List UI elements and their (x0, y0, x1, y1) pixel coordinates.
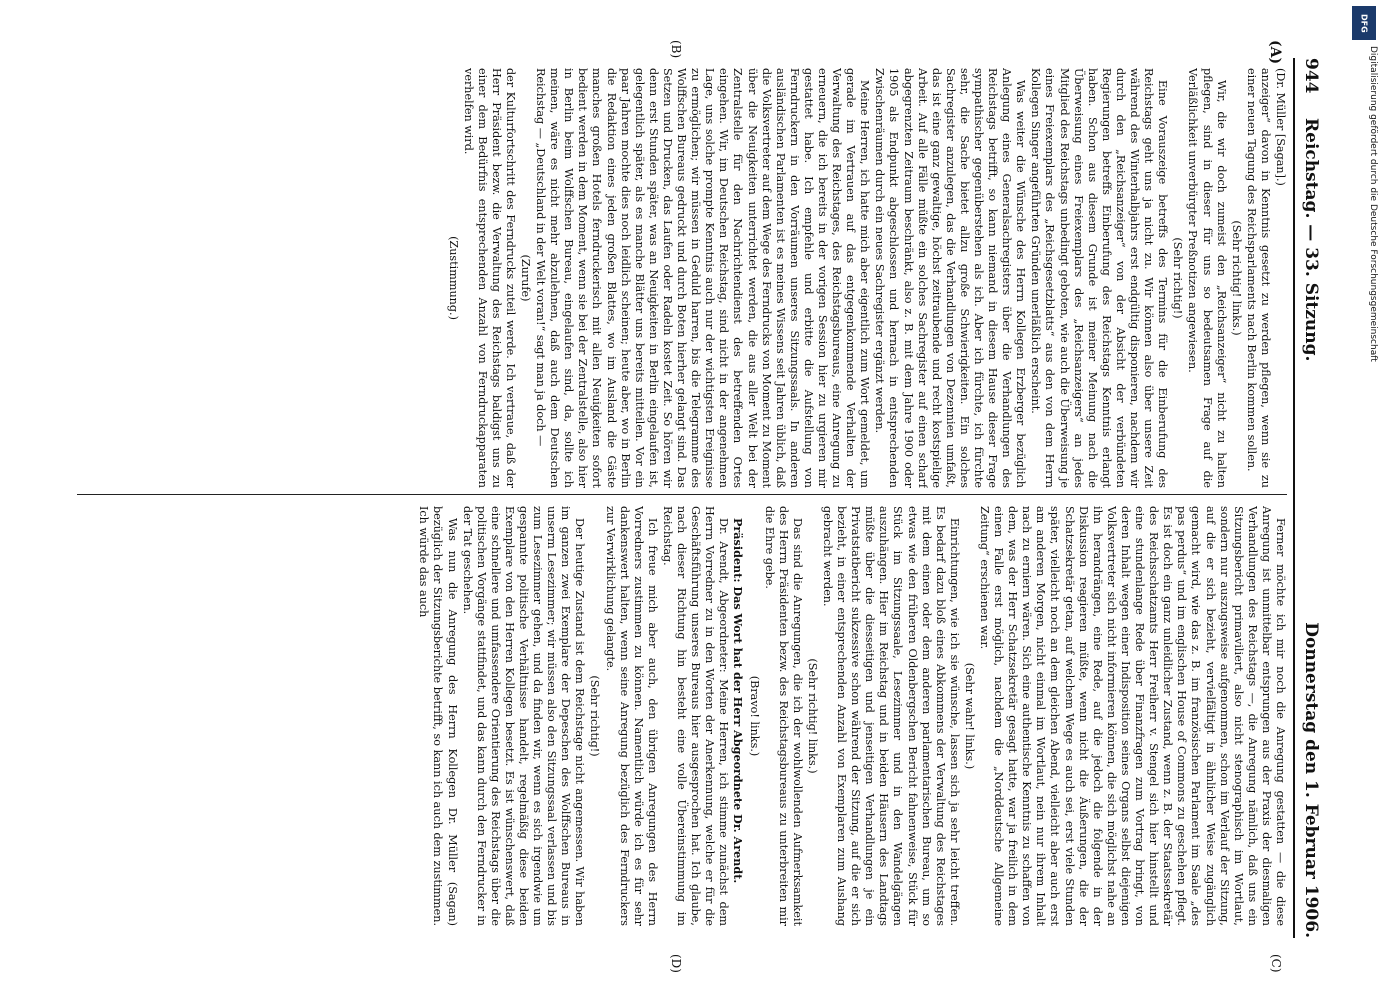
interjection: (Zurufe) (519, 254, 533, 302)
paragraph: der Kulturfortschritt des Ferndrucks zuteil werde. Ich vertraue, daß der Herr Präsident bezw. die Verwaltung des Reichstags baldigst uns zu einer dem Bedürfnis entsprechenden Anzahl von Ferndruckapparaten verhelfen wird. (461, 68, 517, 488)
header-left-title: Reichstag. — 33. Sitzung. (1301, 118, 1321, 362)
margin-marker-a: (A) (1267, 40, 1283, 65)
left-column (77, 68, 1287, 488)
president-line: Präsident: Das Wort hat der Herr Abgeordnete Dr. Arendt. (731, 518, 746, 884)
paragraph: Meine Herren, ich hatte mich aber eigentlich zum Wort gemeldet, um gerade im Vertrauen auf das entgegenkommende Verhalten der Verwaltung des Reichstages, des Reichstagsbureaus, eine Anregung zu erneuern, die ich bereits in der vorigen Session hier zu urgieren mir gestattet habe. Ich empfehle und erbitte die Aufstellung von Ferndruckern in den Vorräumen unseres Sitzungssaals. In anderen ausländischen Parlamenten ist es meines Wissens seit Jahren üblich, daß die Volksvertreter auf dem Wege des Ferndrucks von Moment zu Moment über die Neuigkeiten unterrichtet werden, die aus aller Welt bei der Zentralstelle für den Nachrichtendienst des betreffenden Ortes eingehen. Wir, im Deutschen Reichstag, sind nicht in der angenehmen Lage, uns solche prompte Kenntnis auch nur der wichtigsten Ereignisse zu ermöglichen; wir müssen in Geduld harren, bis die Telegramme des Wolffschen Bureaus gedruckt und durch Boten hierher gelangt sind. Das Setzen und Drucken, das Laufen oder Radeln kostet Zeit. So hören wir denn erst Stunden später, was an Neuigkeiten in Berlin eingelaufen ist, gelegentlich später, als es manche Blätter uns bereits mitteilen. Vor ein paar Jahren mochte dies noch leidlich scheinen; heute aber, wo in Berlin die Redaktion eines jeden großen Blattes, wo im Ausland die Gäste manches großen Hotels ferndruckerisch mit allen Neuigkeiten sofort bedient werden in dem Moment, wenn sie bei der Zentralstelle, also hier in Berlin beim Wolffschen Bureau, eingelaufen sind, da, sollte ich meinen, wäre es nicht mehr abzulehnen, daß auch dem Deutschen Reichstag — „Deutschland in der Welt voran!“ sagt man ja doch — (534, 68, 872, 488)
paragraph: Ich freue mich aber auch, den übrigen Anregungen des Herrn Vorredners zustimmen zu können. Namentlich würde ich es für sehr dankenswert halten, wenn seine Anregung bezüglich des Ferndruckers zur Verwirklichung gelangte. (603, 506, 659, 926)
paragraph: Der heutige Zustand ist dem Reichstage nicht angemessen. Wir haben im ganzen zwei Exemplare der Depeschen des Wolffschen Bureaus in unserm Lesezimmer; wir müssen also den Sitzungssaal verlassen und bis zum Lesezimmer gehen, und da finden wir, wenn es sich irgendwie um gespannte politische Verhältnisse handelt, regelmäßig diese beiden Exemplare von den Herren Kollegen besetzt. Es ist wünschenswert, daß eine schnellere und umfassendere Orientierung des Reichstags über die politischen Vorgänge stattfindet, und das kann durch den Ferndrucker in der Tat geschehen. (460, 506, 587, 926)
page-number: 944 (1301, 58, 1321, 94)
column-divider (77, 494, 1287, 495)
interjection: (Sehr richtig! links.) (1229, 220, 1243, 336)
margin-marker-b: (B) (669, 40, 683, 59)
paragraph: Dr. Arendt, Abgeordneter: Meine Herren, ich stimme zunächst dem Herrn Vorredner zu in den Worten der Anerkennung, welche er für die Geschäftsführung unseres Bureaus hier ausgesprochen hat. Ich glaube, nach dieser Richtung hin besteht eine volle Übereinstimmung im Reichstag. (660, 506, 731, 926)
right-column (77, 506, 1287, 926)
paragraph: Wir, die wir doch zumeist den „Reichsanzeiger“ nicht zu halten pflegen, sind in dieser für uns so bedeutsamen Frage auf die Verläßlichkeit unverbürgter Preßnotizen angewiesen. (1186, 68, 1228, 488)
page-header (1293, 58, 1329, 938)
paragraph: Das sind die Anregungen, die ich der wohlwollenden Aufmerksamkeit des Herrn Präsidenten bezw. des Reichstagsbureaus zu unterbreiten mir die Ehre gebe. (762, 506, 804, 926)
paragraph: Ferner möchte ich mir noch die Anregung gestatten — die diese Anregung ist unmittelbar entsprungen aus der Praxis der diesmaligen Verhandlungen des Reichstags —, die Anregung nämlich, daß uns ein Sitzungsbericht primaviliert, also nicht stenographisch im Wortlaut, sondern nur auszugsweise aufgenommen, schon im Verlauf der Sitzung, auf die er sich bezieht, vervielfältigt in ähnlicher Weise zugänglich gemacht wird, wie das z. B. im französischen Parlament im Saale „des pas perdus“ und im englischen House of Commons zu geschehen pflegt. Es ist doch ein ganz unleidlicher Zustand, wenn z. B. der Staatssekretär des Reichsschatzamts Herr Freiherr v. Stengel sich hier hinstellt und eine stundenlange Rede über Finanzfragen zum Vortrag bringt, von deren Inhalt wegen einer Indisposition seines Organs selbst diejenigen Volksvertreter sich nicht informieren können, die sich möglichst nahe an ihn herandrängen, eine Rede, auf die jedoch die folgende in der Diskussion reagieren müßte, wenn nicht die Äußerungen, die der Schatzsekretär getan, auf welchem Wege es auch sei, erst viele Stunden später, vielleicht noch an dem gleichen Abend, vielleicht aber auch erst am anderen Morgen, nicht einmal im Wortlaut, nein nur ihrem Inhalt nach zu erniern wären. Sich eine authentische Kenntnis zu schaffen von dem, was der Herr Schatzsekretär gesagt hatte, war ja freilich in dem einen Falle erst möglich, nachdem die „Norddeutsche Allgemeine Zeitung“ erschienen war. (978, 506, 1287, 926)
paragraph: Einrichtungen, wie ich sie wünsche, lassen sich ja sehr leicht treffen. Es bedarf dazu bloß eines Abkommens der Verwaltung des Reichstages mit dem einen oder dem anderen parlamentarischen Bureau, um so etwas wie den früheren Oldenbergschen Bericht fahnenweise, Stück für Stück im Sitzungssaale, Lesezimmer und in den Wandelgängen auszuhängen. Hier im Reichstag und in beiden Häusern des Landtags müßte über die diesseitigen und jenseitigen Verhandlungen je ein Privatstatbericht sukzessive schon während der Sitzung, auf die er sich bezieht, in einer entsprechenden Anzahl von Exemplaren zum Aushang gebracht werden. (821, 506, 961, 926)
dfg-logo: DFG (1352, 6, 1376, 40)
paragraph: Was nun die Anregung des Herrn Kollegen Dr. Müller (Sagan) bezüglich der Sitzungsberichte betrifft, so kann ich auch dem zustimmen. Ich würde das auch (417, 506, 459, 926)
paragraph: Eine Vorauszeige betreffs des Termins für die Einberufung des Reichstags geht uns ja nicht zu. Wir können also über unsere Zeit während des Winterhalbjahrs erst endgültig disponieren, nachdem wir durch den „Reichsanzeiger“ von der Absicht der verbündeten Regierungen betreffs Einberufung des Reichstags Kenntnis erlangt haben. Schon aus diesem Grunde ist meiner Meinung nach die Überweisung eines Freiexemplars des „Reichsanzeigers“ an jedes Mitglied des Reichstags unbedingt geboten, wie auch die Überweisung je eines Freiexemplars des „Reichsgesetzblatts“ aus den von dem Herrn Kollegen Singer angeführten Gründen unerläßlich erscheint. (1029, 68, 1170, 488)
interjection: (Sehr richtig! links.) (805, 658, 819, 774)
interjection: (Sehr richtig!) (1171, 237, 1185, 319)
paragraph: Was weiter die Wünsche des Herrn Kollegen Erzberger bezüglich Anlegung eines Generalsachregisters über die Verhandlungen des Reichstags betrifft, so kann niemand in diesem Hause dieser Frage sympathischer gegenüberstehen als ich. Aber ich fürchte, ich fürchte sehr, die Sache bietet allzu große Schwierigkeiten. Ein solches Sachregister anzulegen, das die Verhandlungen von Dezennien umfaßt, das ist eine ganz gewaltige, höchst zeitraubende und recht kostspielige Arbeit. Auf alle Fälle müßte ein solches Sachregister auf einen scharf abgegrenzten Zeitraum beschränkt, also z. B. mit dem Jahre 1900 oder 1905 als Endpunkt abgeschlossen und hernach in entsprechenden Zwischenräumen durch ein neues Sachregister ergänzt werden. (873, 68, 1028, 488)
interjection: (Bravo! links.) (747, 675, 761, 757)
interjection: (Sehr richtig!) (588, 675, 602, 757)
speaker-head: (Dr. Müller [Sagan].) (1274, 68, 1287, 186)
margin-marker-d: (D) (669, 954, 683, 973)
margin-marker-c: (C) (1269, 954, 1283, 973)
interjection: (Sehr wahr! links.) (962, 662, 976, 770)
paragraph: anzeiger“ davon in Kenntnis gesetzt zu werden pflegen, wenn sie zu einer neuen Tagung des Reichsparlaments nach Berlin kommen sollen. (1244, 68, 1272, 488)
interjection: (Zustimmung.) (446, 236, 460, 320)
header-right-title: Donnerstag den 1. Februar 1906. (1301, 622, 1321, 938)
side-note: Digitalisierung gefördert durch die Deutsche Forschungsgemeinschaft (1368, 46, 1378, 362)
